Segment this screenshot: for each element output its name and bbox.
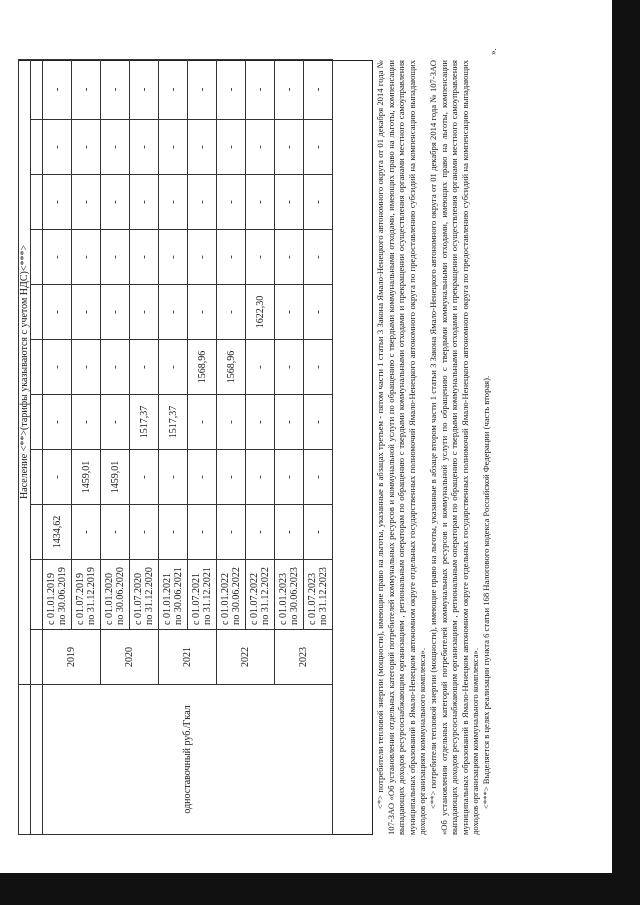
- dash-cell: -: [275, 285, 304, 340]
- period-from: с 01.07.2019: [75, 573, 86, 625]
- blank-cell: [31, 395, 43, 450]
- footnotes: [375, 60, 492, 835]
- tariff-value: 1434,62: [43, 505, 72, 560]
- period-cell: [304, 560, 333, 630]
- dash-cell: -: [159, 230, 188, 285]
- dash-cell: -: [159, 505, 188, 560]
- blank-cell: [31, 340, 43, 395]
- year-cell: 2020: [101, 630, 159, 685]
- blank-cell: [31, 285, 43, 340]
- tariff-value: 1517,37: [130, 395, 159, 450]
- period-to: по 31.12.2019: [86, 567, 97, 625]
- blank-cell: [31, 59, 43, 119]
- dash-cell: -: [217, 175, 246, 230]
- period-to: по 31.12.2023: [318, 567, 329, 625]
- dash-cell: -: [130, 175, 159, 230]
- dash-cell: -: [217, 395, 246, 450]
- period-from: с 01.07.2022: [249, 573, 260, 625]
- dash-cell: -: [159, 120, 188, 175]
- period-cell: [101, 560, 130, 630]
- dash-cell: -: [43, 230, 72, 285]
- dash-cell: -: [246, 340, 275, 395]
- year-cell: 2022: [217, 630, 275, 685]
- dash-cell: -: [72, 505, 101, 560]
- dash-cell: -: [304, 59, 333, 119]
- dash-cell: -: [188, 230, 217, 285]
- period-cell: [275, 560, 304, 630]
- blank-cell: [19, 685, 31, 835]
- dash-cell: -: [101, 230, 130, 285]
- dash-cell: -: [275, 395, 304, 450]
- dash-cell: -: [130, 59, 159, 119]
- dash-cell: -: [101, 175, 130, 230]
- dash-cell: -: [217, 285, 246, 340]
- period-cell: [130, 560, 159, 630]
- blank-cell: [31, 505, 43, 560]
- dash-cell: -: [304, 505, 333, 560]
- period-from: с 01.01.2021: [162, 573, 173, 625]
- dash-cell: -: [188, 59, 217, 119]
- period-cell: [159, 560, 188, 630]
- tariff-value: 1517,37: [159, 395, 188, 450]
- tariff-value: 1459,01: [101, 450, 130, 505]
- year-cell: 2021: [159, 630, 217, 685]
- period-to: по 30.06.2022: [231, 567, 242, 625]
- dash-cell: -: [188, 505, 217, 560]
- period-from: с 01.01.2020: [104, 573, 115, 625]
- period-cell: [72, 560, 101, 630]
- period-to: по 31.12.2020: [144, 567, 155, 625]
- period-to: по 30.06.2021: [173, 567, 184, 625]
- dash-cell: -: [72, 340, 101, 395]
- dash-cell: -: [217, 59, 246, 119]
- period-to: по 30.06.2019: [57, 567, 68, 625]
- page-mark: ».: [488, 48, 498, 55]
- year-cell: 2023: [275, 630, 333, 685]
- blank-cell: [31, 630, 43, 685]
- dash-cell: -: [275, 120, 304, 175]
- period-from: с 01.01.2019: [46, 573, 57, 625]
- period-to: по 31.12.2021: [202, 567, 213, 625]
- dash-cell: -: [101, 340, 130, 395]
- tariff-rows: [43, 59, 333, 834]
- dash-cell: -: [217, 230, 246, 285]
- blank-cell: [31, 560, 43, 630]
- dash-cell: -: [159, 285, 188, 340]
- dash-cell: -: [246, 505, 275, 560]
- dash-cell: -: [246, 230, 275, 285]
- dash-cell: -: [159, 59, 188, 119]
- blank-cell: [31, 230, 43, 285]
- dash-cell: -: [159, 175, 188, 230]
- tariff-unit-cell: одноставочный руб./Гкал: [43, 685, 333, 835]
- dash-cell: -: [159, 450, 188, 505]
- dash-cell: -: [188, 395, 217, 450]
- scan-border-right: [612, 0, 640, 905]
- dash-cell: -: [43, 59, 72, 119]
- dash-cell: -: [188, 175, 217, 230]
- dash-cell: -: [246, 395, 275, 450]
- dash-cell: -: [304, 175, 333, 230]
- dash-cell: -: [101, 505, 130, 560]
- dash-cell: -: [246, 175, 275, 230]
- year-cell: 2019: [43, 630, 101, 685]
- dash-cell: -: [275, 340, 304, 395]
- dash-cell: -: [275, 59, 304, 119]
- period-from: с 01.07.2021: [191, 573, 202, 625]
- scan-border-bottom: [0, 873, 640, 905]
- dash-cell: -: [101, 285, 130, 340]
- dash-cell: -: [217, 505, 246, 560]
- dash-cell: -: [275, 175, 304, 230]
- dash-cell: -: [188, 450, 217, 505]
- period-from: с 01.01.2023: [278, 573, 289, 625]
- dash-cell: -: [246, 120, 275, 175]
- dash-cell: -: [246, 59, 275, 119]
- dash-cell: -: [43, 285, 72, 340]
- period-cell: [217, 560, 246, 630]
- footnote-1: <*> потребители тепловой энергии (мощности), имеющие право на льготы, указанные в абзацах третьем - пятом части 1 статьи 3 Закона Ямало-Ненецкого автономного округа от 01 декабря 2014 года № 107-ЗАО «Об установлении отдельных категорий потребителей коммунальных ресурсов и коммунальной услуги по обращению с твердыми коммунальными отходами, имеющих право на льготы, компенсации выпадающих доходов ресурсоснабжающим организациям , региональным операторам по обращению с твердыми коммунальными отходами и прекращении осуществления органами местного самоуправления муниципальных образований в Ямало-Ненецком автономном округе отдельных государственных полномочий Ямало-Ненецкого автономного округа по предоставлению субсидий на компенсацию выпадающих доходов организациям коммунального комплекса».: [375, 60, 428, 835]
- dash-cell: -: [275, 450, 304, 505]
- dash-cell: -: [72, 120, 101, 175]
- dash-cell: -: [72, 285, 101, 340]
- blank-cell: [31, 450, 43, 505]
- period-to: по 30.06.2020: [115, 567, 126, 625]
- dash-cell: -: [72, 395, 101, 450]
- dash-cell: -: [275, 230, 304, 285]
- dash-cell: -: [72, 175, 101, 230]
- period-to: по 30.06.2023: [289, 567, 300, 625]
- dash-cell: -: [43, 175, 72, 230]
- footnote-3: <***> Выделяется в целях реализации пункта 6 статьи 168 Налогового кодекса Российской Федерации (часть вторая).: [480, 375, 491, 809]
- dash-cell: -: [130, 285, 159, 340]
- dash-cell: -: [304, 285, 333, 340]
- dash-cell: -: [43, 450, 72, 505]
- dash-cell: -: [130, 230, 159, 285]
- dash-cell: -: [188, 285, 217, 340]
- dash-cell: -: [304, 120, 333, 175]
- period-cell: [188, 560, 217, 630]
- period-from: с 01.01.2022: [220, 573, 231, 625]
- blank-cell: [31, 175, 43, 230]
- period-to: по 31.12.2022: [260, 567, 271, 625]
- footnote-2: <**> потребители тепловой энергии (мощности), имеющие право на льготы, указанные в абзаце втором части 1 статьи 3 Закона Ямало-Ненецкого автономного округа от 01 декабря 2014 года № 107-ЗАО «Об установлении отдельных категорий потребителей коммунальных ресурсов и коммунальной услуги по обращению с твердыми коммунальными отходами, имеющих право на льготы, компенсации выпадающих доходов ресурсоснабжающим организациям , региональным операторам по обращению с твердыми коммунальными отходами и прекращении осуществления органами местного самоуправления муниципальных образований в Ямало-Ненецком автономном округе отдельных государственных полномочий Ямало-Ненецкого автономного округа по предоставлению субсидий на компенсацию выпадающих доходов организациям коммунального комплекса».: [427, 60, 481, 835]
- dash-cell: -: [217, 120, 246, 175]
- blank-cell: [31, 120, 43, 175]
- period-from: с 01.07.2020: [133, 573, 144, 625]
- dash-cell: -: [72, 230, 101, 285]
- tariff-value: 1568,96: [188, 340, 217, 395]
- dash-cell: -: [72, 59, 101, 119]
- tariff-table: [18, 59, 333, 835]
- period-cell: [246, 560, 275, 630]
- tariff-value: 1622,30: [246, 285, 275, 340]
- dash-cell: -: [130, 340, 159, 395]
- dash-cell: -: [304, 450, 333, 505]
- dash-cell: -: [130, 505, 159, 560]
- dash-cell: -: [43, 395, 72, 450]
- dash-cell: -: [130, 450, 159, 505]
- dash-cell: -: [43, 120, 72, 175]
- table-row: [43, 59, 72, 834]
- dash-cell: -: [304, 340, 333, 395]
- tariff-value: 1459,01: [72, 450, 101, 505]
- dash-cell: -: [304, 230, 333, 285]
- blank-cell: [31, 685, 43, 835]
- dash-cell: -: [246, 450, 275, 505]
- rotated-document-page: [18, 35, 518, 835]
- population-header: Население <**>(тарифы указываются с учетом НДС)<***>: [19, 59, 31, 684]
- dash-cell: -: [275, 505, 304, 560]
- dash-cell: -: [43, 340, 72, 395]
- dash-cell: -: [217, 450, 246, 505]
- dash-cell: -: [101, 395, 130, 450]
- dash-cell: -: [188, 120, 217, 175]
- tariff-value: 1568,96: [217, 340, 246, 395]
- dash-cell: -: [130, 120, 159, 175]
- period-from: с 01.07.2023: [307, 573, 318, 625]
- dash-cell: -: [101, 120, 130, 175]
- dash-cell: -: [304, 395, 333, 450]
- dash-cell: -: [159, 340, 188, 395]
- period-cell: [43, 560, 72, 630]
- dash-cell: -: [101, 59, 130, 119]
